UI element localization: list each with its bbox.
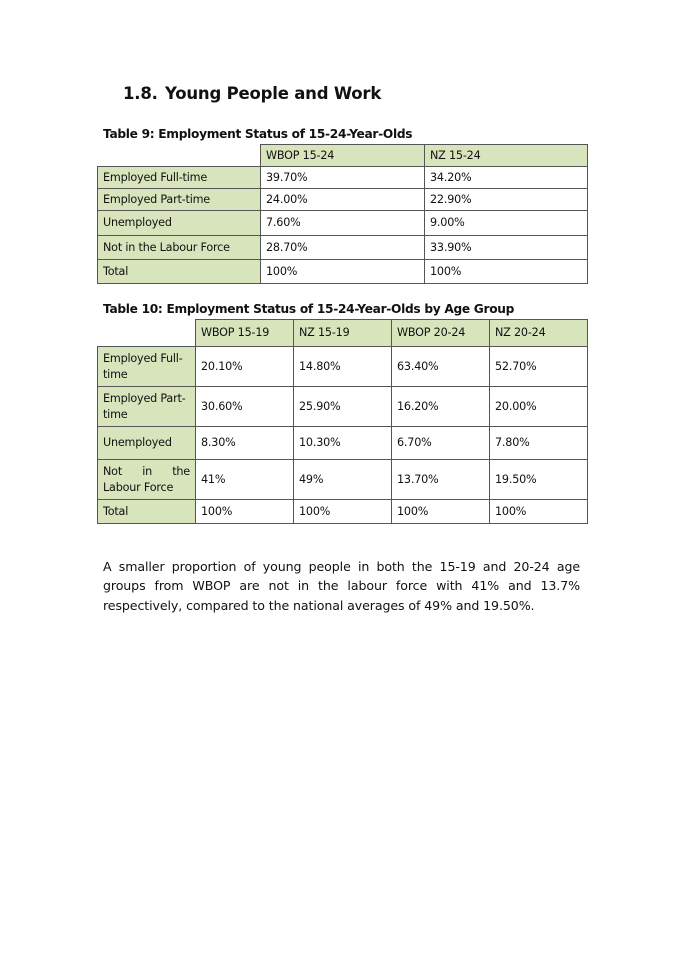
table10-row-label: Not in the Labour Force [98, 460, 196, 500]
table-cell: 100% [490, 500, 588, 524]
table9-row-label: Total [98, 260, 261, 284]
table-cell: 41% [196, 460, 294, 500]
table9-row-label: Employed Full-time [98, 167, 261, 189]
table9-row-label: Employed Part-time [98, 189, 261, 211]
table-row [98, 211, 588, 236]
table10-col-header: NZ 20-24 [490, 320, 588, 347]
table10-header-row [98, 320, 588, 347]
table10-row-label: Employed Part-time [98, 387, 196, 427]
table-cell: 100% [196, 500, 294, 524]
table10-col-header: WBOP 20-24 [392, 320, 490, 347]
table-cell: 10.30% [294, 427, 392, 460]
table-cell: 20.10% [196, 347, 294, 387]
table10-corner-cell [98, 320, 196, 347]
section-title: Young People and Work [165, 84, 382, 103]
table-cell: 39.70% [261, 167, 425, 189]
table-cell: 52.70% [490, 347, 588, 387]
table-row [98, 260, 588, 284]
table9-corner-cell [98, 145, 261, 167]
table-cell: 19.50% [490, 460, 588, 500]
table-cell: 49% [294, 460, 392, 500]
table-cell: 33.90% [425, 236, 588, 260]
table9-row-label: Not in the Labour Force [98, 236, 261, 260]
table-cell: 100% [392, 500, 490, 524]
table-cell: 14.80% [294, 347, 392, 387]
table-cell: 100% [425, 260, 588, 284]
table10-row-label: Employed Full-time [98, 347, 196, 387]
table-row [98, 236, 588, 260]
section-heading [123, 84, 381, 103]
table9 [97, 144, 588, 284]
table-row [98, 387, 588, 427]
table-cell: 22.90% [425, 189, 588, 211]
table9-header-row [98, 145, 588, 167]
table9-caption: Table 9: Employment Status of 15-24-Year-Olds [103, 127, 413, 141]
section-number: 1.8. [123, 84, 158, 103]
table-cell: 24.00% [261, 189, 425, 211]
table-row [98, 347, 588, 387]
table9-col-header: NZ 15-24 [425, 145, 588, 167]
table9-row-label: Unemployed [98, 211, 261, 236]
table-cell: 9.00% [425, 211, 588, 236]
table10-col-header: WBOP 15-19 [196, 320, 294, 347]
table-cell: 6.70% [392, 427, 490, 460]
table-cell: 30.60% [196, 387, 294, 427]
table-cell: 34.20% [425, 167, 588, 189]
table-row [98, 167, 588, 189]
table-cell: 100% [261, 260, 425, 284]
table-cell: 7.80% [490, 427, 588, 460]
table-row [98, 460, 588, 500]
table-cell: 7.60% [261, 211, 425, 236]
table9-col-header: WBOP 15-24 [261, 145, 425, 167]
table-cell: 20.00% [490, 387, 588, 427]
table-cell: 16.20% [392, 387, 490, 427]
table-cell: 25.90% [294, 387, 392, 427]
table10-row-label: Total [98, 500, 196, 524]
table10-col-header: NZ 15-19 [294, 320, 392, 347]
summary-paragraph: A smaller proportion of young people in both the 15-19 and 20-24 age groups from WBOP are not in the labour force with 41% and 13.7% respectively, compared to the national averages of 49% and 19.50%. [103, 558, 580, 613]
table-cell: 63.40% [392, 347, 490, 387]
table10-caption: Table 10: Employment Status of 15-24-Year-Olds by Age Group [103, 302, 515, 316]
table10 [97, 319, 588, 524]
table-cell: 28.70% [261, 236, 425, 260]
table-cell: 13.70% [392, 460, 490, 500]
table-cell: 100% [294, 500, 392, 524]
table10-row-label: Unemployed [98, 427, 196, 460]
table-row [98, 427, 588, 460]
table-row [98, 189, 588, 211]
table-cell: 8.30% [196, 427, 294, 460]
table-row [98, 500, 588, 524]
